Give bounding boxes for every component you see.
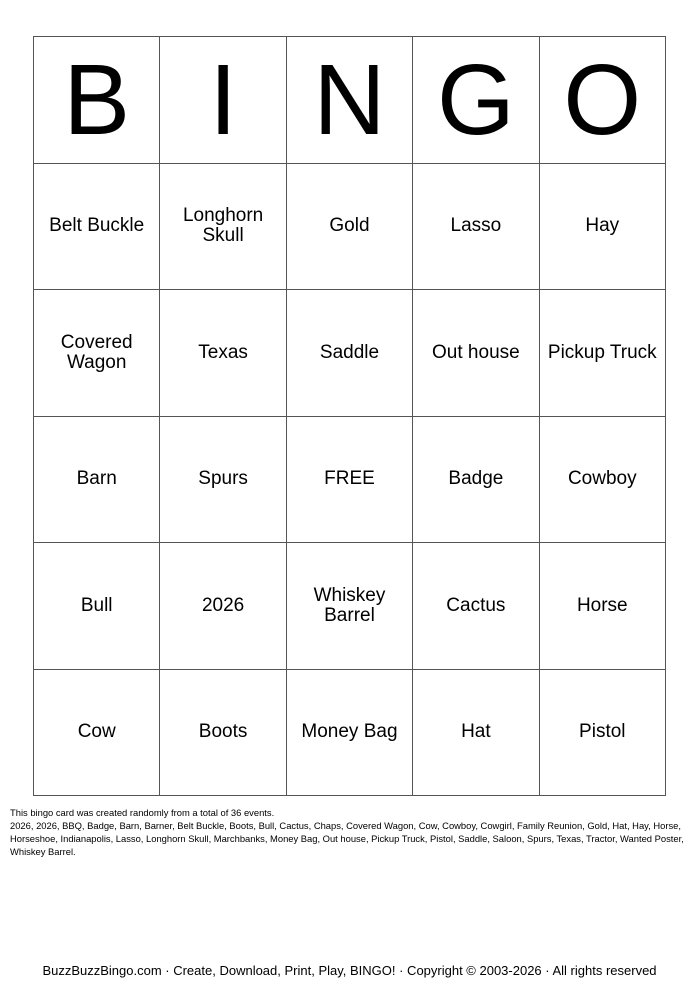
bingo-cell: Pistol [539, 669, 665, 796]
bingo-header-row [34, 37, 666, 164]
bingo-cell: Badge [413, 416, 539, 543]
free-space-cell: FREE [286, 416, 412, 543]
bingo-cell: Hay [539, 163, 665, 290]
bingo-cell: 2026 [160, 543, 286, 670]
bingo-row [34, 669, 666, 796]
bingo-cell: Barn [34, 416, 160, 543]
bingo-cell: Boots [160, 669, 286, 796]
bingo-cell: Hat [413, 669, 539, 796]
bingo-cell: Cactus [413, 543, 539, 670]
bingo-row [34, 543, 666, 670]
header-letter-n: N [286, 37, 412, 164]
card-info [10, 806, 690, 858]
bingo-row [34, 290, 666, 417]
bingo-cell: Covered Wagon [34, 290, 160, 417]
bingo-cell: Cow [34, 669, 160, 796]
bingo-cell: Lasso [413, 163, 539, 290]
bingo-cell: Spurs [160, 416, 286, 543]
bingo-cell: Saddle [286, 290, 412, 417]
bingo-cell: Bull [34, 543, 160, 670]
bingo-cell: Money Bag [286, 669, 412, 796]
bingo-cell: Longhorn Skull [160, 163, 286, 290]
bingo-row [34, 163, 666, 290]
header-letter-i: I [160, 37, 286, 164]
bingo-cell: Whiskey Barrel [286, 543, 412, 670]
bingo-cell: Pickup Truck [539, 290, 665, 417]
bingo-cell: Texas [160, 290, 286, 417]
card-info-intro: This bingo card was created randomly from a total of 36 events. [10, 807, 275, 818]
bingo-cell: Cowboy [539, 416, 665, 543]
page-footer: BuzzBuzzBingo.com · Create, Download, Print, Play, BINGO! · Copyright © 2003-2026 · All rights reserved [42, 963, 657, 978]
bingo-cell: Belt Buckle [34, 163, 160, 290]
bingo-card [33, 36, 666, 796]
header-letter-b: B [34, 37, 160, 164]
bingo-row [34, 416, 666, 543]
header-letter-o: O [539, 37, 665, 164]
bingo-cell: Out house [413, 290, 539, 417]
card-info-events: 2026, 2026, BBQ, Badge, Barn, Barner, Belt Buckle, Boots, Bull, Cactus, Chaps, Covered Wagon, Cow, Cowboy, Cowgirl, Family Reunion, Gold, Hat, Hay, Horse, Horseshoe, Indianapolis, Lasso, Longhorn Skull, Marchbanks, Money Bag, Out house, Pickup Truck, Pistol, Saddle, Saloon, Spurs, Texas, Tractor, Wanted Poster, Whiskey Barrel. [10, 820, 684, 857]
header-letter-g: G [413, 37, 539, 164]
bingo-cell: Gold [286, 163, 412, 290]
bingo-cell: Horse [539, 543, 665, 670]
